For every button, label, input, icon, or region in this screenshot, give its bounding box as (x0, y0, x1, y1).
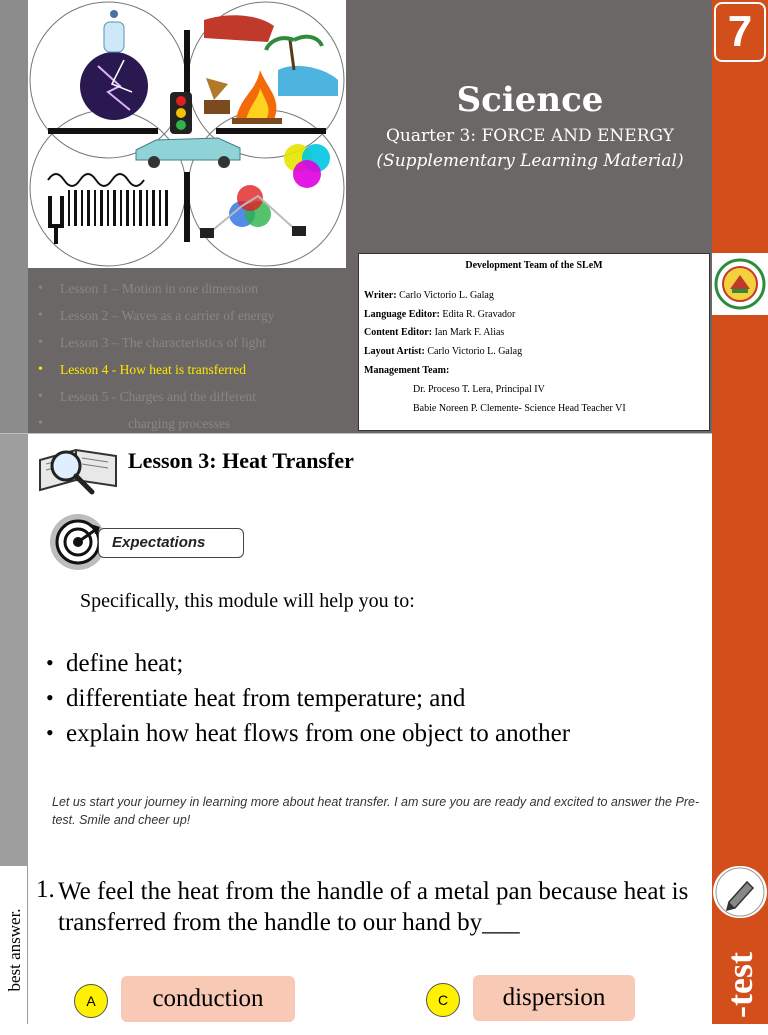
language-editor-name: Edita R. Gravador (442, 309, 516, 320)
content-editor-label: Content Editor: (364, 327, 433, 338)
language-editor-label: Language Editor: (364, 309, 440, 320)
writer-row (364, 290, 494, 301)
question-number: 1. (36, 876, 55, 903)
left-gray-strip-lower (0, 434, 28, 866)
lesson-item: • Lesson 5 - Charges and the different (36, 387, 356, 414)
best-answer-side-text: best answer. (5, 908, 24, 992)
goal-item: • define heat; (44, 646, 570, 681)
lesson-item: • charging processes (36, 414, 356, 441)
layout-artist-label: Layout Artist: (364, 346, 425, 357)
option-a-button[interactable]: conduction (121, 976, 295, 1022)
lesson-item: • Lesson 3 – The characteristics of light (36, 333, 356, 360)
page-title: Science (456, 80, 604, 120)
grade-badge: 7 (714, 2, 766, 62)
language-editor-row (364, 309, 515, 320)
left-gray-strip (0, 0, 28, 433)
pretest-side-label: -test (720, 952, 760, 1018)
option-a-letter[interactable]: A (74, 984, 108, 1018)
school-seal-icon (712, 253, 768, 315)
writer-label: Writer: (364, 290, 397, 301)
management-member: Dr. Proceso T. Lera, Principal IV (413, 384, 545, 395)
option-c-letter[interactable]: C (426, 983, 460, 1017)
energy-illustration (28, 0, 346, 268)
goal-item: • differentiate heat from temperature; and (44, 681, 570, 716)
layout-artist-row (364, 346, 522, 357)
goal-list (44, 646, 570, 751)
management-member: Babie Noreen P. Clemente- Science Head Teacher VI (413, 403, 626, 414)
content-editor-name: Ian Mark F. Alias (434, 327, 505, 338)
goal-item: • explain how heat flows from one object to another (44, 716, 570, 751)
material-subtitle: (Supplementary Learning Material) (376, 151, 684, 171)
question-text: We feel the heat from the handle of a metal pan because heat is transferred from the handle to our hand by___ (58, 878, 689, 936)
management-label: Management Team: (364, 365, 450, 376)
lesson-item: • Lesson 2 – Waves as a carrier of energy (36, 306, 356, 333)
module-intro: Specifically, this module will help you to: (80, 590, 415, 612)
pencil-badge (713, 866, 767, 918)
lesson-icon-wrap (36, 436, 120, 500)
lesson-list (36, 279, 356, 441)
lesson-title: Lesson 3: Heat Transfer (128, 448, 354, 473)
quarter-subtitle: Quarter 3: FORCE AND ENERGY (385, 126, 675, 146)
energy-collage-icon (28, 0, 346, 268)
option-c-button[interactable]: dispersion (473, 975, 635, 1021)
section-divider (0, 433, 712, 434)
development-team-box (358, 253, 710, 431)
journey-note: Let us start your journey in learning more about heat transfer. I am sure you are ready and excited to answer the Pre-test. Smile and cheer up! (52, 795, 700, 827)
lesson-item-active: • Lesson 4 - How heat is transferred (36, 360, 356, 387)
writer-name: Carlo Victorio L. Galag (399, 290, 494, 301)
lesson-item: • Lesson 1 – Motion in one dimension (36, 279, 356, 306)
pencil-icon (713, 866, 767, 918)
school-seal (712, 253, 768, 315)
content-editor-row (364, 327, 504, 338)
dev-team-title: Development Team of the SLeM (465, 260, 603, 271)
expectations-label: Expectations (112, 534, 206, 551)
book-magnifier-icon (36, 436, 120, 500)
layout-artist-name: Carlo Victorio L. Galag (427, 346, 523, 357)
